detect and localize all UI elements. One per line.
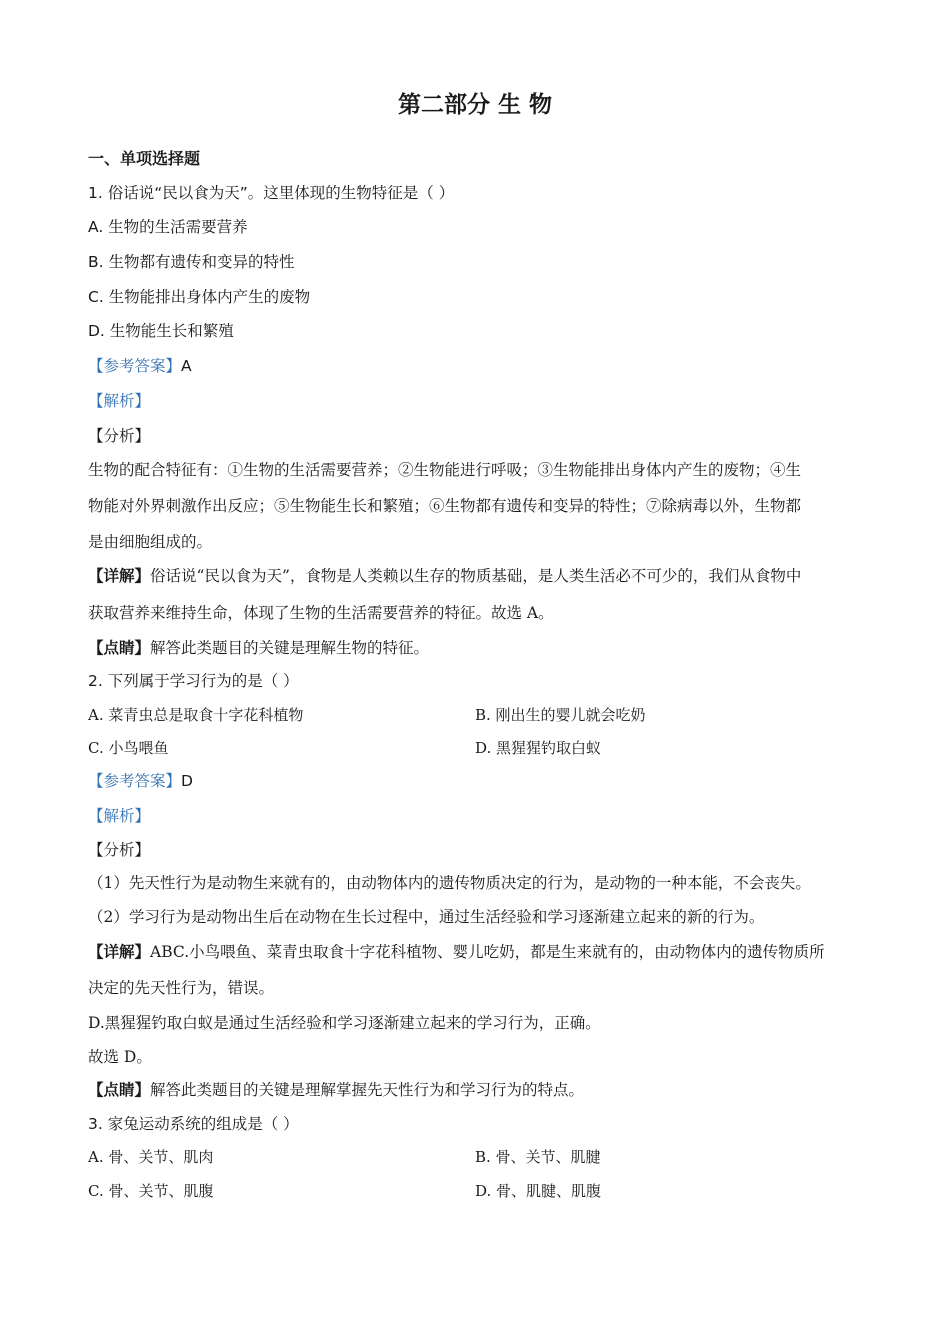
q2-fenxi-line-2: （2）学习行为是动物出生后在动物在生长过程中，通过生活经验和学习逐渐建立起来的新的行为。	[88, 908, 765, 926]
q1-xiangjie-text-1: 俗话说“民以食为天”，食物是人类赖以生存的物质基础，是人类生活必不可少的，我们从食物中	[150, 567, 802, 585]
q2-fenxi-line-1: （1）先天性行为是动物生来就有的，由动物体内的遗传物质决定的行为，是动物的一种本能，不会丧失。	[88, 874, 811, 892]
q2-dianjing-text: 解答此类题目的关键是理解掌握先天性行为和学习行为的特点。	[150, 1081, 585, 1099]
q1-xiangjie-label: 【详解】	[88, 567, 151, 585]
q3-option-b: B. 骨、关节、肌腱	[475, 1148, 601, 1166]
q2-answer-value: D	[181, 772, 193, 790]
q1-fenxi-line-1: 生物的配合特征有：①生物的生活需要营养；②生物能进行呼吸；③生物能排出身体内产生的废物；④生	[88, 461, 802, 479]
q1-stem: 1. 俗话说“民以食为天”。这里体现的生物特征是（ ）	[88, 184, 455, 202]
q2-dianjing	[88, 1078, 584, 1100]
q3-option-a: A. 骨、关节、肌肉	[88, 1148, 214, 1166]
q1-dianjing	[88, 636, 429, 658]
q2-dianjing-label: 【点睛】	[88, 1081, 151, 1099]
q2-option-d: D. 黑猩猩钓取白蚁	[475, 739, 602, 757]
q2-option-b: B. 刚出生的婴儿就会吃奶	[475, 706, 646, 724]
q1-fenxi-label: 【分析】	[88, 427, 151, 445]
q2-fenxi-label: 【分析】	[88, 841, 151, 859]
q2-answer-label: 【参考答案】	[88, 772, 182, 790]
q2-answer	[88, 769, 193, 791]
q1-fenxi-line-3: 是由细胞组成的。	[88, 533, 213, 551]
q3-option-c: C. 骨、关节、肌腹	[88, 1182, 214, 1200]
q1-jiexi-label: 【解析】	[88, 392, 151, 410]
q1-answer-label: 【参考答案】	[88, 357, 182, 375]
q1-answer-value: A	[181, 357, 192, 375]
q1-fenxi-line-2: 物能对外界刺激作出反应；⑤生物能生长和繁殖；⑥生物都有遗传和变异的特性；⑦除病毒以外，生物都	[88, 497, 802, 515]
q1-answer	[88, 354, 192, 376]
page-title: 第二部分 生 物	[397, 92, 552, 118]
q1-option-d: D. 生物能生长和繁殖	[88, 322, 234, 340]
q1-option-a: A. 生物的生活需要营养	[88, 218, 248, 236]
q1-xiangjie-line-2: 获取营养来维持生命，体现了生物的生活需要营养的特征。故选 A。	[88, 604, 554, 622]
q3-option-d: D. 骨、肌腱、肌腹	[475, 1182, 602, 1200]
q2-xiangjie-line-3: D.黑猩猩钓取白蚁是通过生活经验和学习逐渐建立起来的学习行为，正确。	[88, 1014, 601, 1032]
section-heading: 一、单项选择题	[88, 149, 201, 168]
q2-jiexi-label: 【解析】	[88, 807, 151, 825]
q2-stem: 2. 下列属于学习行为的是（ ）	[88, 672, 299, 690]
q1-dianjing-text: 解答此类题目的关键是理解生物的特征。	[150, 639, 430, 657]
q2-option-a: A. 菜青虫总是取食十字花科植物	[88, 706, 304, 724]
q2-xiangjie-text-1: ABC.小鸟喂鱼、菜青虫取食十字花科植物、婴儿吃奶，都是生来就有的，由动物体内的遗传物质所	[150, 943, 825, 961]
q1-xiangjie-1	[88, 564, 801, 586]
q3-stem: 3. 家兔运动系统的组成是（ ）	[88, 1115, 299, 1133]
q2-xiangjie-label: 【详解】	[88, 943, 151, 961]
q1-option-b: B. 生物都有遗传和变异的特性	[88, 253, 295, 271]
q2-xiangjie-1	[88, 940, 825, 962]
q1-option-c: C. 生物能排出身体内产生的废物	[88, 288, 311, 306]
q2-xiangjie-line-2: 决定的先天性行为，错误。	[88, 979, 275, 997]
q1-dianjing-label: 【点睛】	[88, 639, 151, 657]
q2-xiangjie-line-4: 故选 D。	[88, 1048, 152, 1066]
q2-option-c: C. 小鸟喂鱼	[88, 739, 169, 757]
